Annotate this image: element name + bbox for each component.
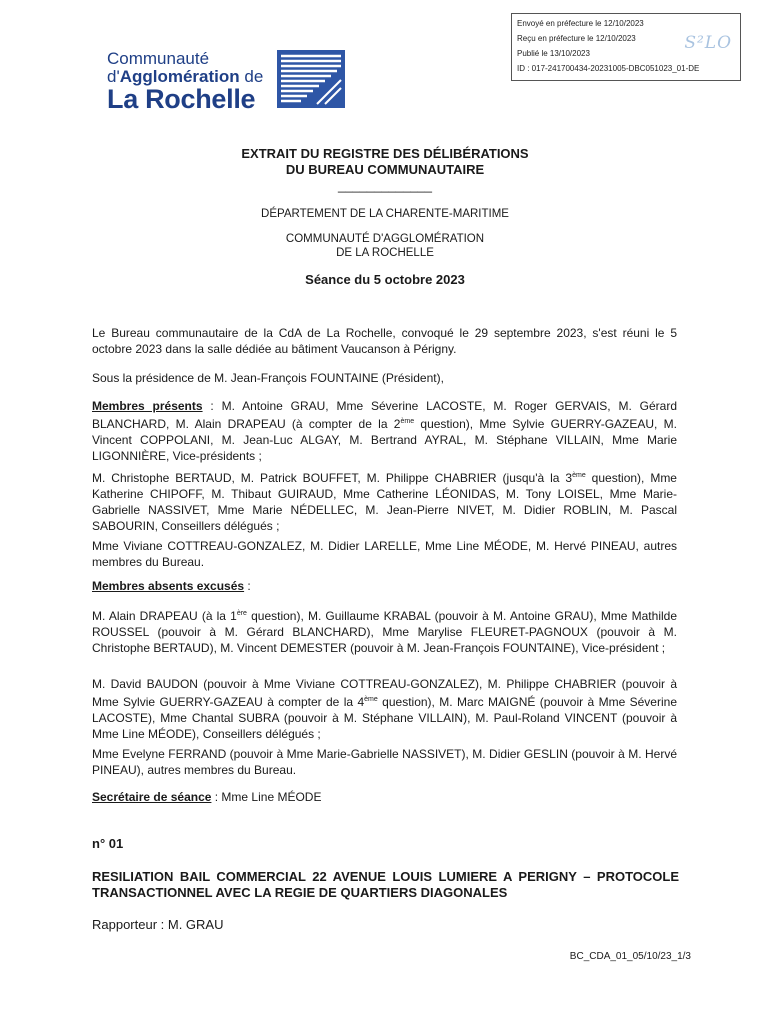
abs1-text-b: question), M. Guillaume KRABAL (pouvoir à M. Antoine GRAU), Mme Mathilde ROUSSEL (pouvoir à M. Gérard BLANCHARD), Mme Marylise FLEURET-PAGNOUX (pouvoir à M. Christophe BERTAUD), M. Vincent DEMESTER (pouvoir à M. Jean-François FOUNTAINE), Vice-président ;	[92, 609, 677, 655]
abs2-text-a: M. David BAUDON (pouvoir à Mme Viviane COTTREAU-GONZALEZ), M. Philippe CHABRIER (pouvoir à Mme Sylvie GUERRY-GAZEAU à compter de la 4	[92, 677, 677, 709]
agglomeration-logo	[107, 50, 263, 113]
presents-paragraph	[92, 398, 677, 464]
stamp-recu: Reçu en préfecture le 12/10/2023	[517, 34, 636, 43]
community-line2: DE LA ROCHELLE	[336, 247, 434, 259]
logo-line2-suffix: de	[239, 67, 264, 86]
abs2-sup: ème	[364, 696, 378, 703]
presents-sup: ème	[400, 418, 415, 425]
footer-reference: BC_CDA_01_05/10/23_1/3	[569, 951, 691, 962]
secretaire-label: Secrétaire de séance	[92, 790, 212, 804]
absents-vp-paragraph	[92, 606, 677, 656]
rapporteur: Rapporteur : M. GRAU	[92, 917, 224, 932]
secretaire-value: : Mme Line MÉODE	[211, 790, 322, 804]
abs1-text-a: M. Alain DRAPEAU (à la 1	[92, 609, 237, 623]
logo-line3: La Rochelle	[107, 84, 256, 114]
stamp-publie: Publié le 13/10/2023	[517, 49, 590, 58]
title-separator: _____________	[338, 178, 432, 193]
stamp-envoye: Envoyé en préfecture le 12/10/2023	[517, 19, 644, 28]
abs2-text-b: question), M. Marc MAIGNÉ (pouvoir à Mme Séverine LACOSTE), Mme Chantal SUBRA (pouvoir à M. Stéphane VILLAIN), M. Paul-Roland VINCENT (pouvoir à Mme Line MÉODE), Conseillers délégués ;	[92, 695, 677, 741]
department: DÉPARTEMENT DE LA CHARENTE-MARITIME	[261, 208, 509, 220]
absents-heading	[92, 578, 677, 594]
intro-paragraph: Le Bureau communautaire de la CdA de La Rochelle, convoqué le 29 septembre 2023, s'est réuni le 5 octobre 2023 dans la salle dédiée au bâtiment Vaucanson à Périgny.	[92, 326, 677, 356]
logo-stripes-icon	[277, 50, 345, 108]
autres-paragraph: Mme Viviane COTTREAU-GONZALEZ, M. Didier LARELLE, Mme Line MÉODE, M. Hervé PINEAU, autres membres du Bureau.	[92, 539, 677, 569]
delegues-paragraph	[92, 468, 677, 534]
delegues-text-b: question), Mme Katherine CHIPOFF, M. Thibaut GUIRAUD, Mme Catherine LÉONIDAS, M. Tony LOISEL, Mme Marie-Gabrielle NASSIVET, Mme Marie NÉDELLEC, M. Jean-Pierre NIVET, M. Didier ROBLIN, M. Pascal SABOURIN, Conseillers délégués ;	[92, 471, 677, 533]
logo-line2-bold: Agglomération	[119, 67, 240, 86]
community-line1: COMMUNAUTÉ D'AGGLOMÉRATION	[285, 233, 485, 245]
title-registre: EXTRAIT DU REGISTRE DES DÉLIBÉRATIONS	[241, 146, 529, 161]
resolution-title: RESILIATION BAIL COMMERCIAL 22 AVENUE LOUIS LUMIERE A PERIGNY – PROTOCOLE TRANSACTIONNEL AVEC LA REGIE DE QUARTIERS DIAGONALES	[92, 869, 679, 900]
absents-label: Membres absents excusés	[92, 579, 245, 593]
logo-line1: Communauté	[107, 49, 210, 68]
presidence-paragraph: Sous la présidence de M. Jean-François FOUNTAINE (Président),	[92, 371, 444, 385]
absents-colon: :	[244, 579, 251, 593]
secretaire-line	[92, 789, 677, 805]
prefecture-stamp	[511, 13, 741, 81]
presents-label: Membres présents	[92, 399, 203, 413]
slo-logo: S²LO	[684, 33, 732, 53]
absents-bureau-paragraph: Mme Evelyne FERRAND (pouvoir à Mme Marie-Gabrielle NASSIVET), M. Didier GESLIN (pouvoir à M. Hervé PINEAU), autres membres du Bureau.	[92, 747, 677, 777]
resolution-number: n° 01	[92, 836, 124, 851]
logo-line2	[107, 68, 263, 85]
logo-line2-prefix: d'	[107, 67, 120, 86]
stamp-id: ID : 017-241700434-20231005-DBC051023_01-DE	[517, 64, 700, 73]
absents-delegues-paragraph	[92, 676, 677, 742]
abs1-sup: ère	[236, 610, 247, 617]
title-bureau: DU BUREAU COMMUNAUTAIRE	[285, 162, 485, 177]
presents-text-b: question), Mme Sylvie GUERRY-GAZEAU, M. Vincent COPPOLANI, M. Jean-Luc ALGAY, M. Bertrand AYRAL, M. Stéphane VILLAIN, Mme Marie LIGONNIÈRE, Vice-présidents ;	[92, 417, 677, 463]
seance-date: Séance du 5 octobre 2023	[305, 272, 465, 287]
delegues-text-a: M. Christophe BERTAUD, M. Patrick BOUFFET, M. Philippe CHABRIER (jusqu'à la 3	[92, 471, 573, 485]
delegues-sup: ème	[572, 472, 586, 479]
presents-text-a: : M. Antoine GRAU, Mme Séverine LACOSTE, M. Roger GERVAIS, M. Gérard BLANCHARD, M. Alain DRAPEAU (à compter de la 2	[92, 399, 678, 431]
